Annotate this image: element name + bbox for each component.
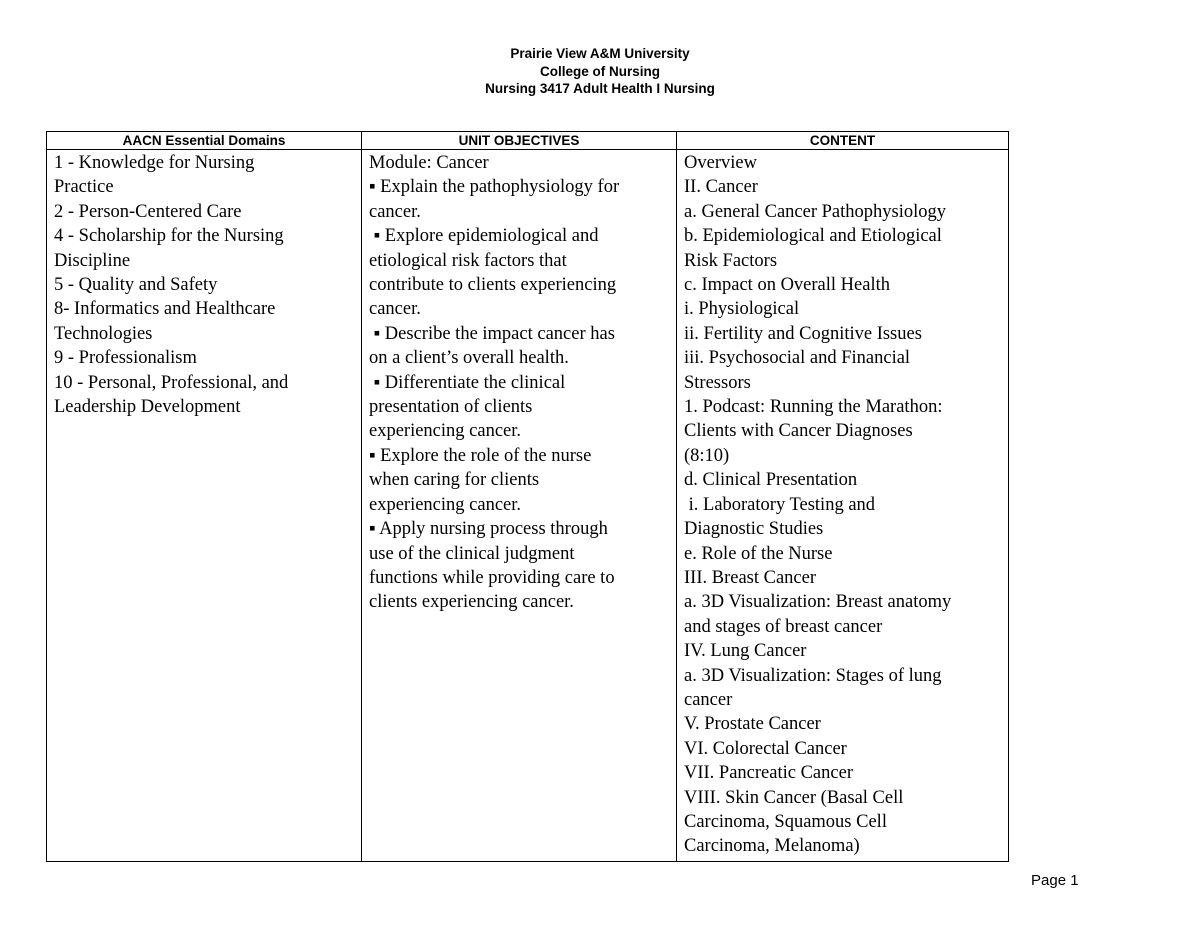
objective-line: Module: Cancer	[369, 153, 489, 173]
objective-line: ▪ Explore the role of the nurse	[369, 445, 592, 466]
college-name: College of Nursing	[539, 63, 660, 79]
content-line: and stages of breast cancer	[684, 616, 883, 637]
content-line: VIII. Skin Cancer (Basal Cell	[684, 787, 904, 808]
objective-line: ▪ Explore epidemiological and	[369, 226, 599, 247]
content-line: Risk Factors	[684, 250, 778, 271]
objective-line: cancer.	[369, 299, 421, 320]
content-line: VII. Pancreatic Cancer	[684, 763, 853, 784]
objective-line: presentation of clients	[369, 397, 533, 418]
objective-line: on a client’s overall health.	[369, 348, 569, 369]
domain-line: Leadership Development	[54, 397, 241, 418]
content-line: d. Clinical Presentation	[684, 470, 858, 491]
content-line: i. Laboratory Testing and	[684, 494, 876, 515]
page-number: Page 1	[1031, 872, 1079, 889]
domain-line: 9 - Professionalism	[54, 348, 197, 369]
objective-line: ▪ Apply nursing process through	[369, 519, 608, 540]
content-line: IV. Lung Cancer	[684, 641, 807, 662]
content-line: Carcinoma, Melanoma)	[684, 836, 860, 857]
domain-line: Technologies	[54, 323, 153, 344]
content-line: (8:10)	[684, 445, 730, 466]
domain-line: Practice	[54, 177, 114, 198]
domains-cell	[47, 150, 362, 862]
content-line: e. Role of the Nurse	[684, 543, 833, 564]
domain-line: 2 - Person-Centered Care	[54, 201, 242, 222]
domain-line: 10 - Personal, Professional, and	[54, 372, 289, 393]
domain-line: Discipline	[54, 250, 131, 271]
document-header	[0, 45, 1200, 98]
objective-line: functions while providing care to	[369, 567, 615, 588]
content-line: Stressors	[684, 372, 751, 393]
content-line: Diagnostic Studies	[684, 519, 824, 540]
content-line: a. 3D Visualization: Breast anatomy	[684, 592, 952, 613]
objective-line: experiencing cancer.	[369, 421, 522, 442]
university-name: Prairie View A&M University	[510, 46, 690, 61]
objective-line: etiological risk factors that	[369, 250, 567, 271]
domain-line: 4 - Scholarship for the Nursing	[54, 226, 284, 247]
objectives-cell	[362, 150, 677, 862]
content-line: II. Cancer	[684, 177, 758, 198]
objective-line: ▪ Differentiate the clinical	[369, 372, 566, 393]
domain-line: 1 - Knowledge for Nursing	[54, 153, 255, 173]
content-cell	[677, 150, 1009, 862]
table-row	[47, 150, 1009, 862]
content-line: Clients with Cancer Diagnoses	[684, 421, 913, 442]
content-line: VI. Colorectal Cancer	[684, 738, 847, 759]
objective-line: cancer.	[369, 201, 421, 222]
content-line: c. Impact on Overall Health	[684, 275, 890, 296]
content-line: ii. Fertility and Cognitive Issues	[684, 323, 922, 344]
content-line: III. Breast Cancer	[684, 567, 817, 588]
content-line: 1. Podcast: Running the Marathon:	[684, 397, 943, 418]
objective-line: contribute to clients experiencing	[369, 275, 617, 296]
content-line: b. Epidemiological and Etiological	[684, 226, 942, 247]
domain-line: 5 - Quality and Safety	[54, 275, 218, 296]
header-content: CONTENT	[677, 132, 1009, 150]
table-header-row	[47, 132, 1009, 150]
header-unit-objectives: UNIT OBJECTIVES	[362, 132, 677, 150]
objective-line: experiencing cancer.	[369, 494, 522, 515]
content-line: a. General Cancer Pathophysiology	[684, 201, 947, 222]
content-line: a. 3D Visualization: Stages of lung	[684, 665, 942, 686]
objective-line: clients experiencing cancer.	[369, 592, 574, 613]
objective-line: ▪ Explain the pathophysiology for	[369, 177, 620, 198]
header-aacn-domains: AACN Essential Domains	[47, 132, 362, 150]
content-line: Overview	[684, 153, 757, 173]
objective-line: when caring for clients	[369, 470, 540, 491]
content-line: i. Physiological	[684, 299, 800, 320]
content-line: V. Prostate Cancer	[684, 714, 821, 735]
domain-line: 8- Informatics and Healthcare	[54, 299, 276, 320]
objective-line: ▪ Describe the impact cancer has	[369, 323, 615, 344]
objective-line: use of the clinical judgment	[369, 543, 575, 564]
content-line: cancer	[684, 689, 733, 710]
course-title: Nursing 3417 Adult Health I Nursing	[485, 81, 715, 96]
content-line: iii. Psychosocial and Financial	[684, 348, 911, 369]
content-line: Carcinoma, Squamous Cell	[684, 811, 887, 832]
course-table	[46, 131, 1009, 862]
